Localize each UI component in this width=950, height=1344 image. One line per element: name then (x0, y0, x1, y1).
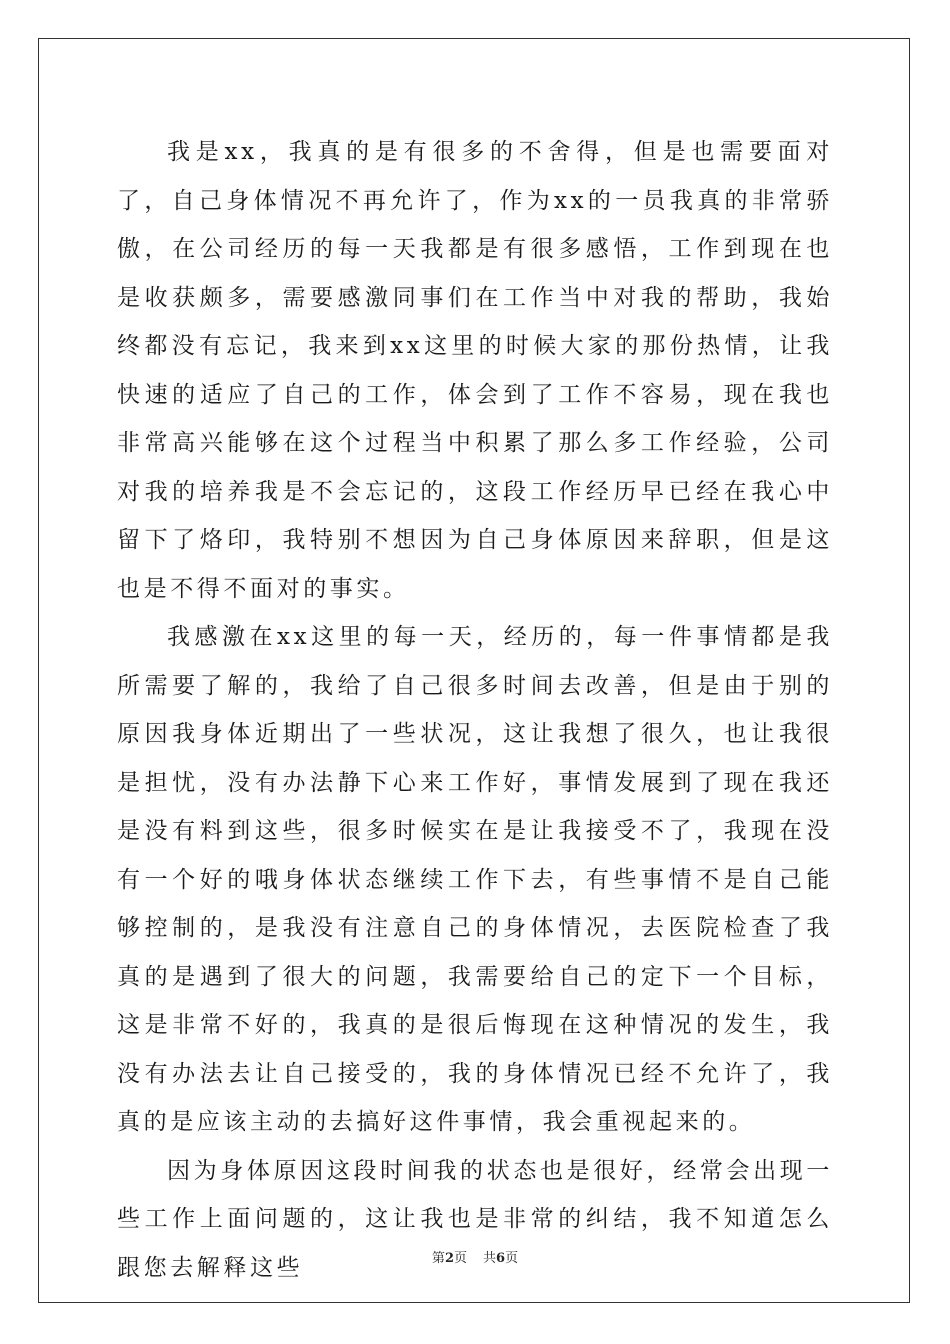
paragraph-2: 我感激在xx这里的每一天，经历的，每一件事情都是我所需要了解的，我给了自己很多时间去改善，但是由于别的原因我身体近期出了一些状况，这让我想了很久，也让我很是担忧，没有办法静下心来工作好，事情发展到了现在我还是没有料到这些，很多时候实在是让我接受不了，我现在没有一个好的哦身体状态继续工作下去，有些事情不是自己能够控制的，是我没有注意自己的身体情况，去医院检查了我真的是遇到了很大的问题，我需要给自己的定下一个目标，这是非常不好的，我真的是很后悔现在这种情况的发生，我没有办法去让自己接受的，我的身体情况已经不允许了，我真的是应该主动的去搞好这件事情，我会重视起来的。 (117, 624, 833, 1135)
total-suffix: 页 (505, 1251, 519, 1266)
paragraph-3: 因为身体原因这段时间我的状态也是很好，经常会出现一些工作上面问题的，这让我也是非常的纠结，我不知道怎么跟您去解释这些 (117, 1157, 833, 1281)
total-page-number: 6 (496, 1251, 506, 1266)
current-page-number: 2 (444, 1251, 454, 1266)
page-footer (0, 1247, 950, 1266)
page-suffix: 页 (453, 1251, 467, 1266)
document-body (117, 128, 833, 1292)
page-prefix: 第 (431, 1251, 445, 1266)
paragraph-1: 我是xx，我真的是有很多的不舍得，但是也需要面对了，自己身体情况不再允许了，作为xx的一员我真的非常骄傲，在公司经历的每一天我都是有很多感悟，工作到现在也是收获颇多，需要感激同事们在工作当中对我的帮助，我始终都没有忘记，我来到xx这里的时候大家的那份热情，让我快速的适应了自己的工作，体会到了工作不容易，现在我也非常高兴能够在这个过程当中积累了那么多工作经验，公司对我的培养我是不会忘记的，这段工作经历早已经在我心中留下了烙印，我特别不想因为自己身体原因来辞职，但是这也是不得不面对的事实。 (117, 139, 833, 602)
total-prefix: 共 (483, 1251, 497, 1266)
